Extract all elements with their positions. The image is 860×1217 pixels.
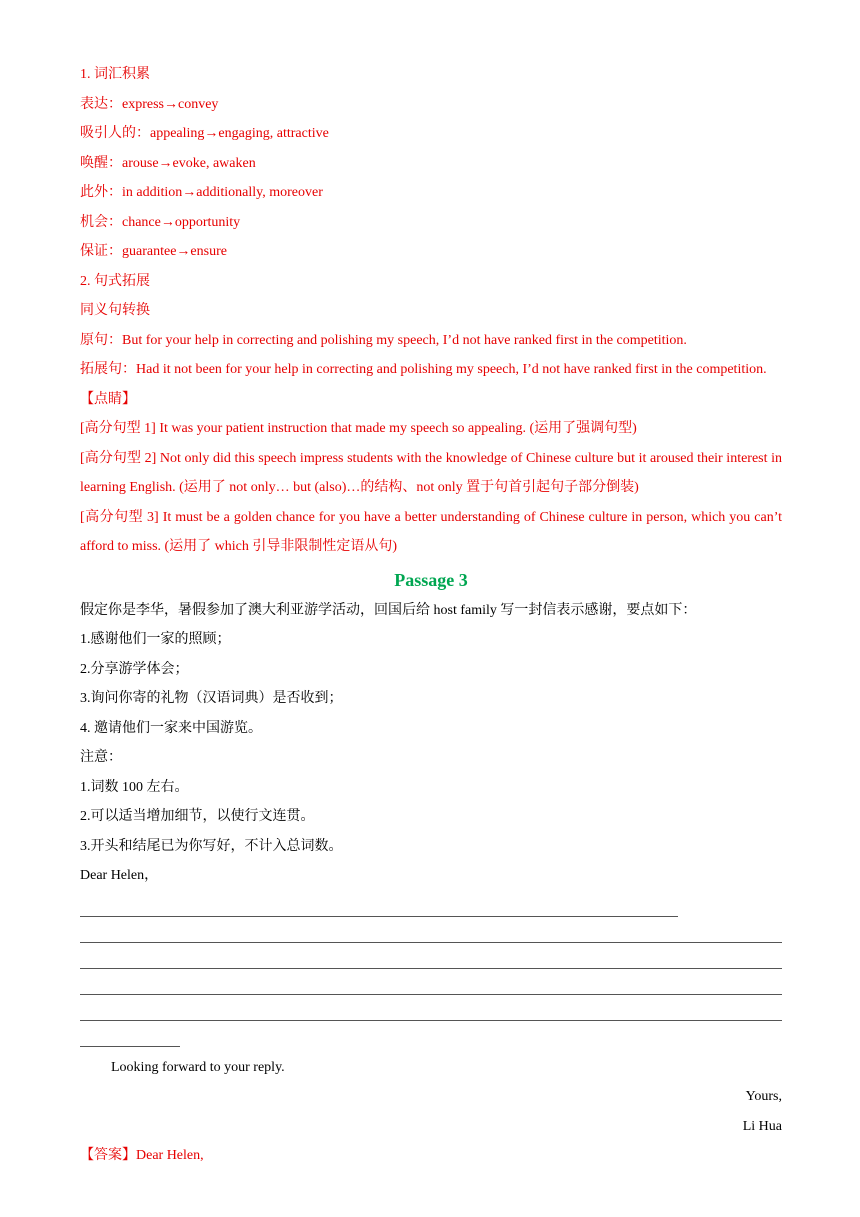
highlight-item: [高分句型 1] It was your patient instruction that made my speech so appealing. (运用了强调句型): [80, 421, 637, 436]
vocab-item: 机会：chance→opportunity: [80, 214, 241, 230]
answer-label: 【答案】: [80, 1148, 136, 1163]
answer-text: Dear Helen,: [136, 1148, 204, 1163]
writing-line: [80, 955, 782, 969]
prompt-point: 4. 邀请他们一家来中国游览。: [80, 720, 262, 736]
letter-signature: Li Hua: [742, 1118, 782, 1134]
note-item: 2.可以适当增加细节，以使行文连贯。: [80, 809, 315, 824]
letter-closing: Looking forward to your reply.: [111, 1059, 285, 1075]
sentence-subheading: 同义句转换: [80, 303, 150, 318]
vocab-item: 唤醒：arouse→evoke, awaken: [80, 155, 256, 171]
writing-line: [80, 929, 782, 943]
passage-prompt: 假定你是李华，暑假参加了澳大利亚游学活动，回国后给 host family 写一封信表示感谢，要点如下：: [80, 602, 697, 618]
document-page: [80, 60, 782, 1171]
note-item: 3.开头和结尾已为你写好，不计入总词数。: [80, 838, 343, 854]
prompt-point: 1.感谢他们一家的照顾；: [80, 632, 231, 647]
vocab-heading: 1. 词汇积累: [80, 67, 150, 82]
writing-line: [80, 981, 782, 995]
writing-line: [80, 903, 678, 917]
sentence-heading: 2. 句式拓展: [80, 273, 150, 289]
passage-title: Passage 3: [394, 569, 468, 590]
original-sentence: 原句：But for your help in correcting and polishing my speech, I’d not have ranked first in the competition.: [80, 332, 687, 348]
prompt-point: 3.询问你寄的礼物（汉语词典）是否收到；: [80, 691, 343, 706]
vocab-item: 吸引人的：appealing→engaging, attractive: [80, 126, 329, 141]
writing-line: [80, 1033, 180, 1047]
vocab-item: 此外：in addition→additionally, moreover: [80, 185, 323, 200]
notes-heading: 注意：: [80, 750, 122, 765]
highlight-heading: 【点睛】: [80, 391, 136, 407]
answer-line: [80, 1141, 782, 1171]
highlight-item: [高分句型 3] It must be a golden chance for you have a better understanding of Chinese culture in person, which you can’t afford to miss. (运用了 which 引导非限制性定语从句): [80, 509, 782, 554]
letter-salutation: Dear Helen，: [80, 868, 159, 883]
highlight-item: [高分句型 2] Not only did this speech impress students with the knowledge of Chinese culture but it aroused their interest in learning English. (运用了 not only… but (also)…的结构、not only 置于句首引起句子部分倒装): [80, 450, 782, 495]
writing-line: [80, 1007, 782, 1021]
expanded-sentence: 拓展句：Had it not been for your help in correcting and polishing my speech, I’d not have ranked first in the competition.: [80, 362, 767, 377]
vocab-item: 表达：express→convey: [80, 96, 219, 112]
prompt-point: 2.分享游学体会；: [80, 661, 189, 677]
letter-signoff: Yours,: [745, 1089, 782, 1104]
vocab-item: 保证：guarantee→ensure: [80, 244, 227, 259]
note-item: 1.词数 100 左右。: [80, 779, 189, 795]
